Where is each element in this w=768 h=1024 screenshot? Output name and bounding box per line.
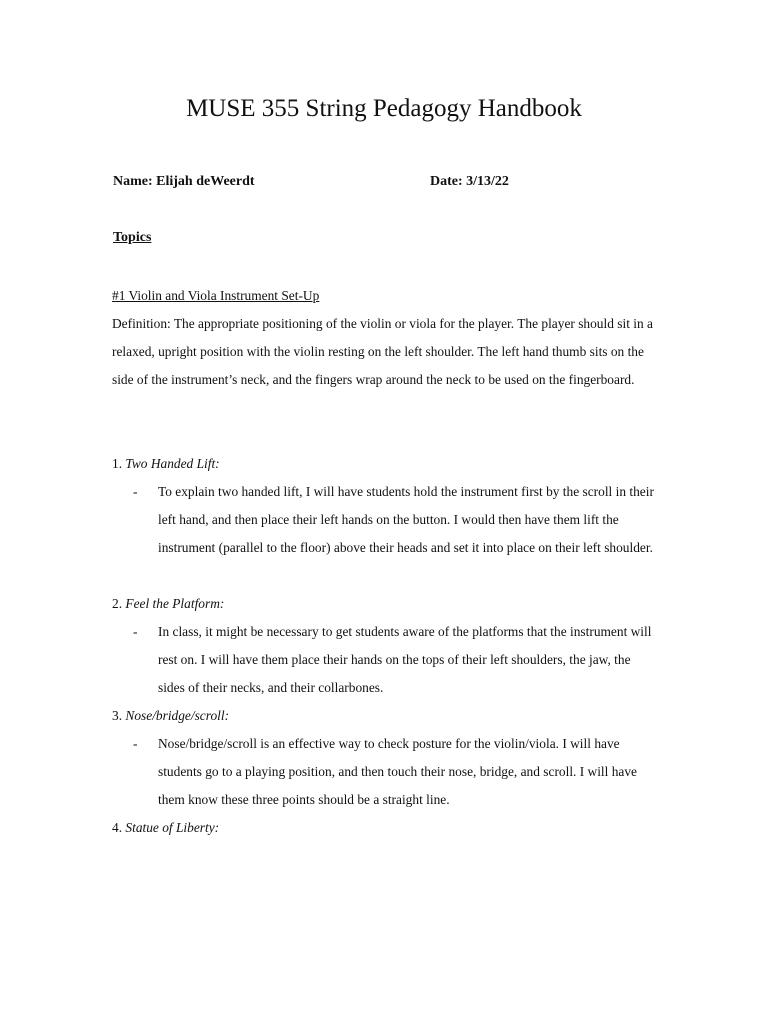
- topic-description: Nose/bridge/scroll is an effective way to check posture for the violin/viola. I will have students go to a playing position, and then touch their nose, bridge, and scroll. I will have them know these three points should be a straight line.: [158, 736, 637, 807]
- topic-item-1: [112, 450, 220, 478]
- section-heading: #1 Violin and Viola Instrument Set-Up: [112, 288, 320, 303]
- topic-description: In class, it might be necessary to get students aware of the platforms that the instrument will rest on. I will have them place their hands on the tops of their left shoulders, the jaw, the sides of their necks, and their collarbones.: [158, 624, 652, 695]
- topic-item-4: [112, 814, 219, 842]
- topics-heading: Topics: [113, 230, 152, 245]
- section-definition: Definition: The appropriate positioning of the violin or viola for the player. The player should sit in a relaxed, upright position with the violin resting on the left shoulder. The left hand thumb sits on the side of the instrument’s neck, and the fingers wrap around the neck to be used on the fingerboard.: [112, 316, 653, 387]
- topic-number: 2.: [112, 596, 123, 611]
- bullet-dash: -: [133, 736, 138, 751]
- topic-name: Two Handed Lift:: [125, 456, 220, 471]
- topic-description: To explain two handed lift, I will have students hold the instrument first by the scroll in their left hand, and then place their left hands on the button. I would then have them lift the instrument (parallel to the floor) above their heads and set it into place on their left shoulder.: [158, 484, 654, 555]
- topic-name: Feel the Platform:: [125, 596, 225, 611]
- topic-number: 1.: [112, 456, 123, 471]
- topic-number: 4.: [112, 820, 123, 835]
- topic-number: 3.: [112, 708, 123, 723]
- topic-name: Statue of Liberty:: [125, 820, 220, 835]
- document-date: Date: 3/13/22: [430, 174, 509, 189]
- bullet-dash: -: [133, 624, 138, 639]
- document-title: MUSE 355 String Pedagogy Handbook: [186, 95, 582, 122]
- author-name: Name: Elijah deWeerdt: [113, 174, 255, 189]
- topic-item-3: [112, 702, 229, 730]
- topic-name: Nose/bridge/scroll:: [125, 708, 230, 723]
- bullet-dash: -: [133, 484, 138, 499]
- topic-item-2: [112, 590, 224, 618]
